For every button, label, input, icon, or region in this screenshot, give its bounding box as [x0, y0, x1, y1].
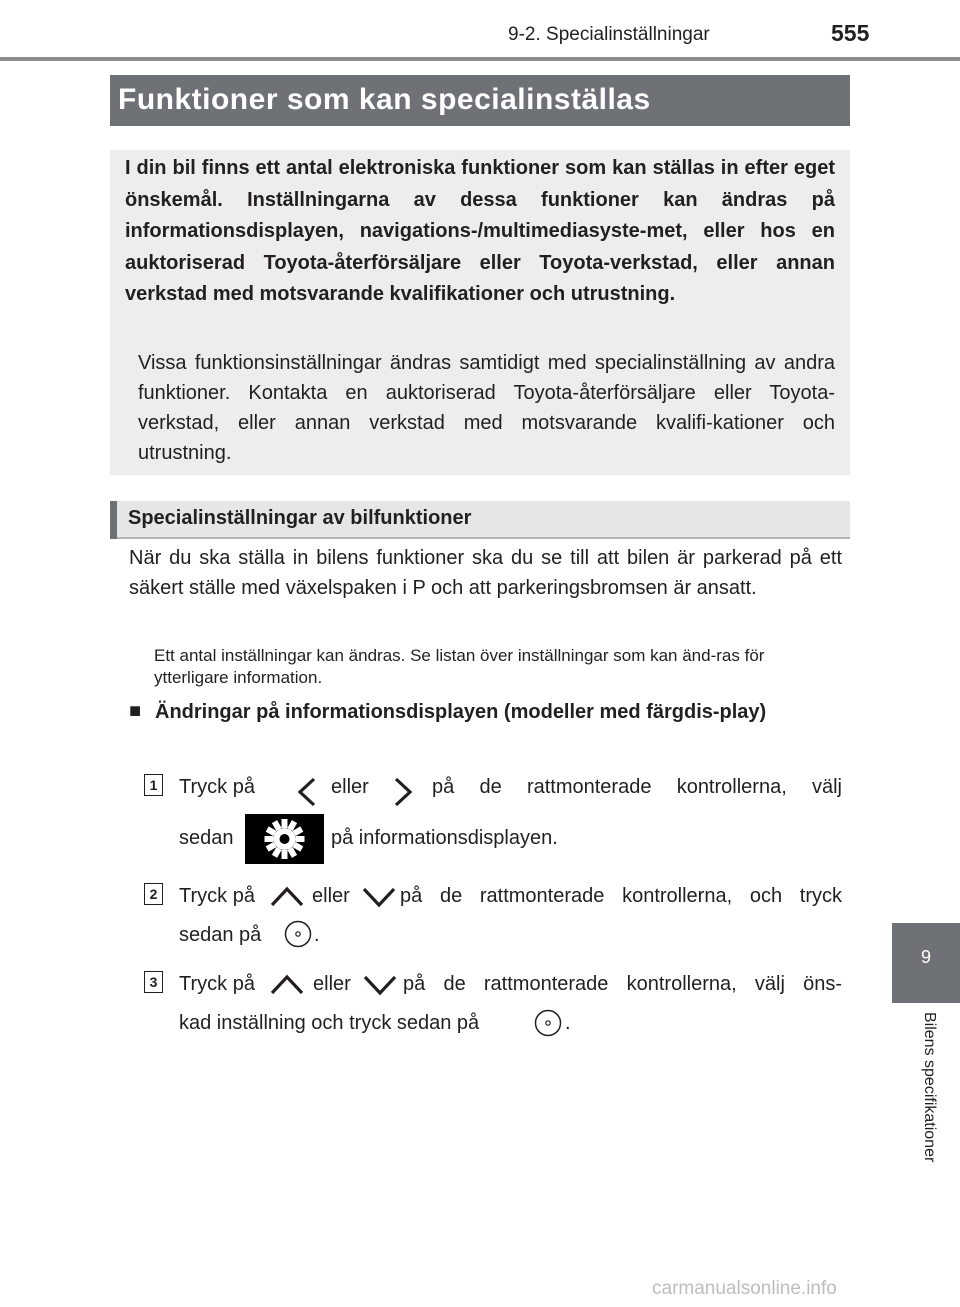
- step-number-1: 1: [144, 774, 163, 796]
- intro-box: [110, 150, 850, 475]
- intro-bold-text: I din bil finns ett antal elektroniska funktioner som kan ställas in efter eget önskemål. Inställningarna av dessa funktioner kan ändras på informationsdisplayen, navigations-/multimediasyste-met, eller hos en auktoriserad Toyota-återförsäljare eller Toyota-verkstad, eller annan verkstad med motsvarande kvalifikationer och utrustning.: [125, 157, 835, 305]
- chevron-up-icon: [269, 972, 305, 998]
- step3-text-c: på de rattmonterade kontrollerna, välj öns-: [403, 973, 842, 995]
- intro-note-text: Vissa funktionsinställningar ändras samtidigt med specialinställning av andra funktioner. Kontakta en auktoriserad Toyota-återförsäljare eller Toyota-verkstad, eller annan verkstad med motsvarande kvalifi-kationer och utrustning.: [138, 352, 835, 464]
- step1-text-b: eller: [331, 776, 369, 798]
- page-number: 555: [831, 20, 870, 46]
- chapter-tab: [892, 923, 960, 1003]
- step2-text-e: .: [314, 924, 320, 946]
- enter-button-icon: [283, 919, 313, 949]
- step2-text-c: på de rattmonterade kontrollerna, och tryck: [400, 885, 842, 907]
- step2-text-a: Tryck på: [179, 885, 255, 907]
- bullet-marker: ■: [129, 700, 142, 722]
- page-title: Funktioner som kan specialinställas: [118, 83, 651, 116]
- gear-icon: [245, 814, 324, 864]
- step3-text-a: Tryck på: [179, 973, 255, 995]
- subheading-bar: [110, 501, 850, 539]
- subheading-accent: [110, 501, 117, 539]
- enter-button-icon: [533, 1008, 563, 1038]
- step2-text-d: sedan på: [179, 924, 262, 946]
- subheading-text: Specialinställningar av bilfunktioner: [128, 507, 472, 529]
- chapter-number: 9: [920, 947, 931, 967]
- step-number-2: 2: [144, 883, 163, 905]
- step2-text-b: eller: [312, 885, 350, 907]
- step3-text-b: eller: [313, 973, 351, 995]
- body-paragraph: När du ska ställa in bilens funktioner ska du se till att bilen är parkerad på ett säkert ställe med växelspaken i P och att parkeringsbromsen är ansatt.: [129, 547, 842, 599]
- bullet-heading: Ändringar på informationsdisplayen (modeller med färgdis-play): [155, 701, 767, 723]
- step1-text-c: på de rattmonterade kontrollerna, välj: [432, 776, 842, 798]
- step1-text-e: på informationsdisplayen.: [331, 827, 558, 849]
- step3-text-e: .: [565, 1012, 571, 1034]
- step-number-3: 3: [144, 971, 163, 993]
- chevron-up-icon: [269, 884, 305, 910]
- step1-text-d: sedan: [179, 827, 234, 849]
- small-note: Ett antal inställningar kan ändras. Se listan över inställningar som kan änd-ras för ytterligare information.: [154, 646, 765, 687]
- settings-button-icon: [245, 814, 324, 864]
- title-bar: [110, 75, 850, 126]
- step1-text-a: Tryck på: [179, 776, 255, 798]
- chapter-label: Bilens specifikationer: [921, 1012, 938, 1163]
- chevron-down-icon: [362, 972, 398, 998]
- watermark: carmanualsonline.info: [652, 1278, 837, 1299]
- chevron-down-icon: [361, 884, 397, 910]
- chevron-right-icon: [390, 776, 416, 808]
- step3-text-d: kad inställning och tryck sedan på: [179, 1012, 480, 1034]
- header-section-title: 9-2. Specialinställningar: [508, 24, 710, 45]
- chevron-left-icon: [294, 776, 320, 808]
- header-rule: [0, 57, 960, 61]
